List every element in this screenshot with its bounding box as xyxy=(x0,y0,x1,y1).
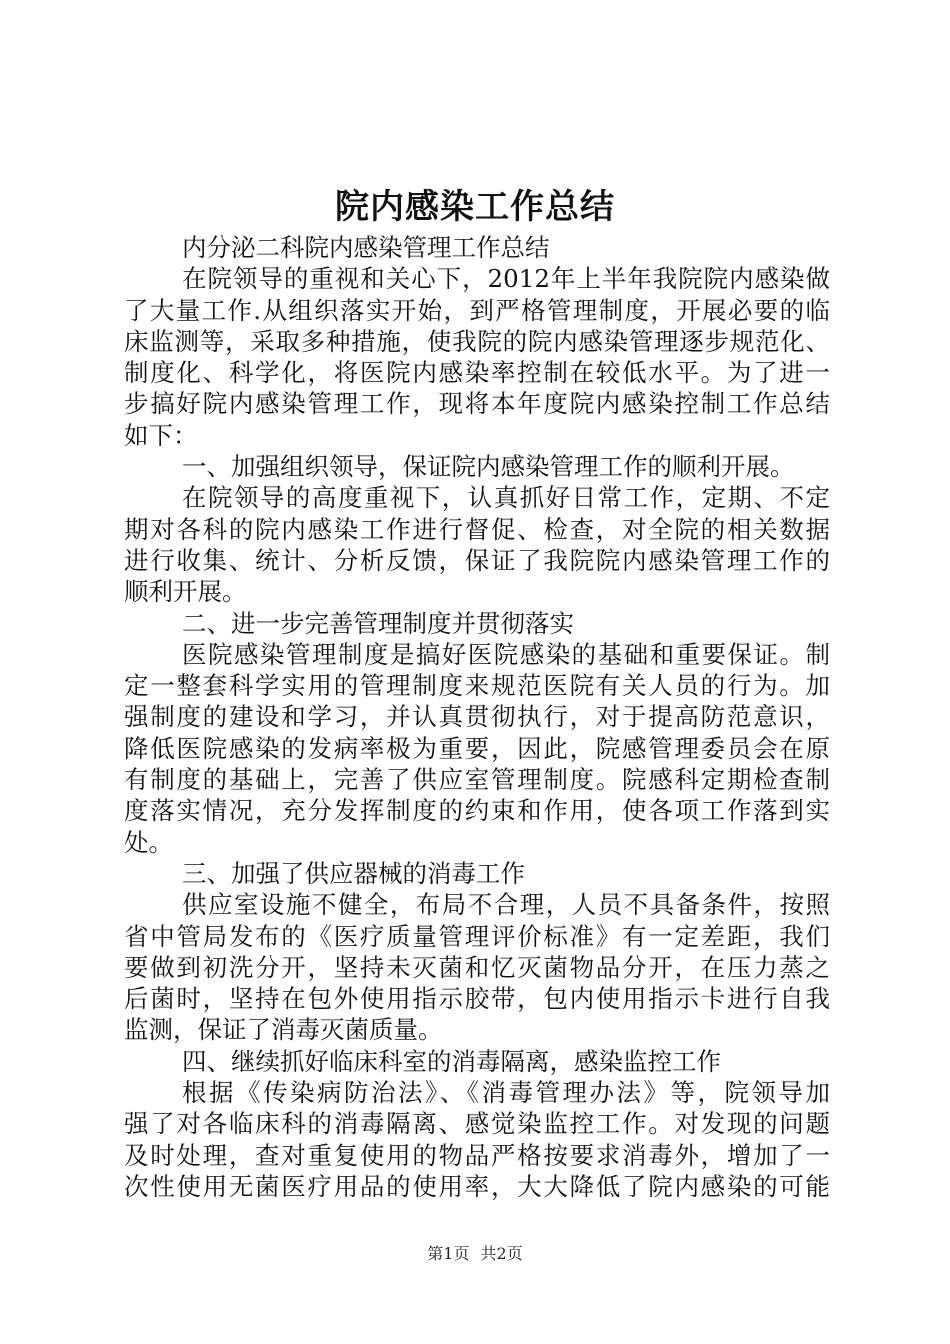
text-line: 有制度的基础上，完善了供应室管理制度。院感科定期检查制 xyxy=(124,765,830,795)
text-line: 度落实情况，充分发挥制度的约束和作用，使各项工作落到实 xyxy=(124,796,830,826)
section-heading: 一、加强组织领导，保证院内感染管理工作的顺利开展。 xyxy=(182,452,795,482)
text-line: 内分泌二科院内感染管理工作总结 xyxy=(182,233,550,262)
page-number: 第1页 xyxy=(427,1244,470,1263)
text-line: 根据《传染病防治法》、《消毒管理办法》等，院领导加 xyxy=(182,1078,830,1108)
text-line: 次性使用无菌医疗用品的使用率，大大降低了院内感染的可能 xyxy=(124,1171,830,1201)
section-heading: 四、继续抓好临床科室的消毒隔离，感染监控工作 xyxy=(182,1046,721,1076)
text-line: 在院领导的重视和关心下，2012年上半年我院院内感染做 xyxy=(182,264,830,294)
text-line: 步搞好院内感染管理工作，现将本年度院内感染控制工作总结 xyxy=(124,389,830,419)
text-line: 处。 xyxy=(124,827,173,857)
document-body xyxy=(124,232,830,1202)
text-line: 医院感染管理制度是搞好医院感染的基础和重要保证。制 xyxy=(182,639,830,669)
section-heading: 二、进一步完善管理制度并贯彻落实 xyxy=(182,608,574,638)
text-line: 及时处理，查对重复使用的物品严格按要求消毒外，增加了一 xyxy=(124,1140,830,1170)
text-line: 定一整套科学实用的管理制度来规范医院有关人员的行为。加 xyxy=(124,671,830,701)
text-line: 在院领导的高度重视下，认真抓好日常工作，定期、不定 xyxy=(182,483,830,513)
text-line: 床监测等，采取多种措施，使我院的院内感染管理逐步规范化、 xyxy=(124,326,830,356)
text-line: 省中管局发布的《医疗质量管理评价标准》有一定差距，我们 xyxy=(124,921,830,951)
text-line: 强制度的建设和学习，并认真贯彻执行，对于提高防范意识， xyxy=(124,702,830,732)
text-line: 降低医院感染的发病率极为重要，因此，院感管理委员会在原 xyxy=(124,733,830,763)
text-line: 监测，保证了消毒灭菌质量。 xyxy=(124,1015,443,1045)
text-line: 供应室设施不健全，布局不合理，人员不具备条件，按照 xyxy=(182,890,830,920)
text-line: 如下： xyxy=(124,420,198,450)
text-line: 了大量工作.从组织落实开始，到严格管理制度，开展必要的临 xyxy=(124,295,830,325)
text-line: 顺利开展。 xyxy=(124,577,247,607)
text-line: 进行收集、统计、分析反馈，保证了我院院内感染管理工作的 xyxy=(124,545,830,575)
text-line: 强了对各临床科的消毒隔离、感觉染监控工作。对发现的问题 xyxy=(124,1109,830,1139)
section-heading: 三、加强了供应器械的消毒工作 xyxy=(182,858,525,888)
text-line: 后菌时，坚持在包外使用指示胶带，包内使用指示卡进行自我 xyxy=(124,984,830,1014)
text-line: 制度化、科学化，将医院内感染率控制在较低水平。为了进一 xyxy=(124,358,830,388)
document-title: 院内感染工作总结 xyxy=(335,187,615,227)
text-line: 期对各科的院内感染工作进行督促、检查，对全院的相关数据 xyxy=(124,514,830,544)
text-line: 要做到初洗分开，坚持未灭菌和忆灭菌物品分开，在压力蒸之 xyxy=(124,952,830,982)
page-total: 共2页 xyxy=(480,1244,523,1263)
page-footer xyxy=(0,1242,950,1266)
